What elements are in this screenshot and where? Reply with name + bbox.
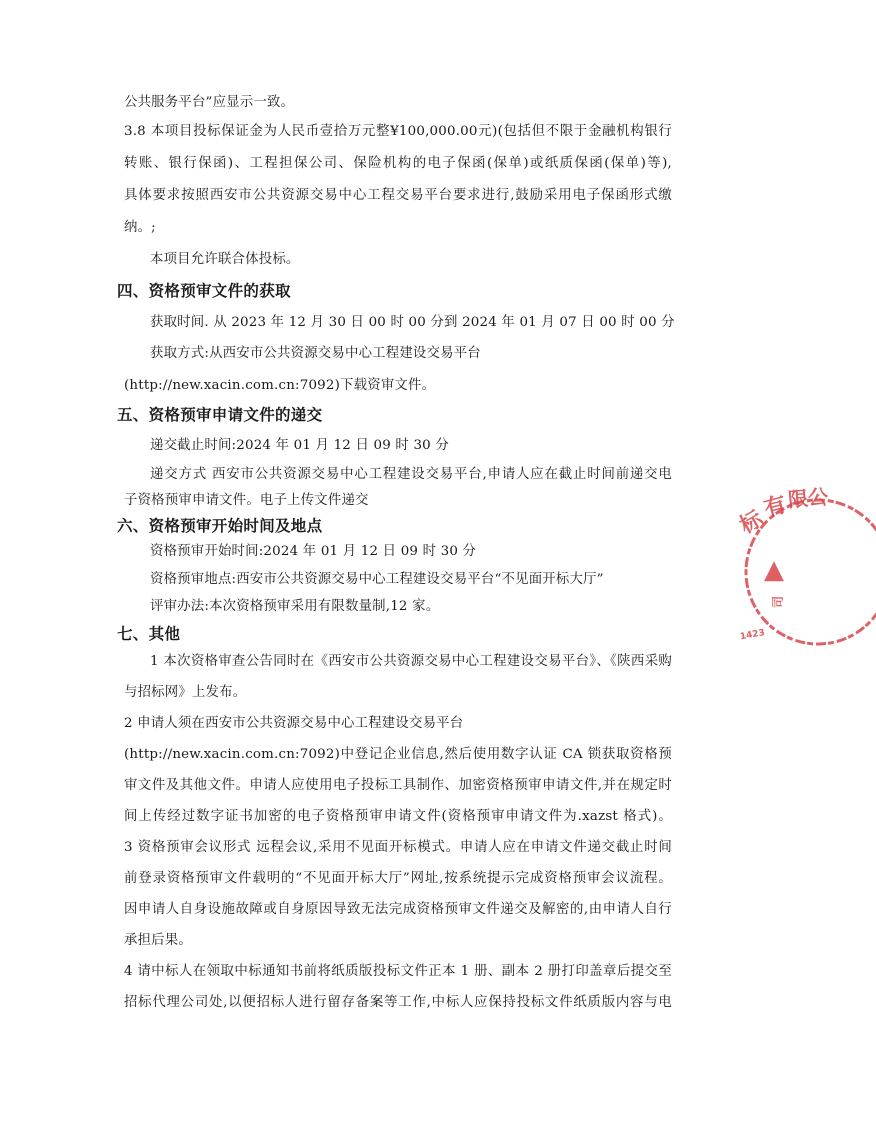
paragraph-line: 纳。; (124, 220, 156, 235)
paragraph-line: 因申请人自身设施故障或自身原因导致无法完成资格预审文件递交及解密的,由申请人自行 (124, 902, 672, 917)
paragraph-line: 3 资格预审会议形式 远程会议,采用不见面开标模式。申请人应在申请文件递交截止时间 (124, 840, 672, 855)
section-heading-7: 七、其他 (117, 625, 181, 643)
section-heading-6: 六、资格预审开始时间及地点 (117, 517, 323, 535)
paragraph-line: 子资格预审申请文件。电子上传文件递交 (124, 493, 369, 508)
seal-number: 1423 (739, 628, 766, 643)
paragraph-line: 4 请中标人在领取中标通知书前将纸质版投标文件正本 1 册、副本 2 册打印盖章后提交至 (124, 964, 672, 979)
paragraph-line: 获取时间. 从 2023 年 12 月 30 日 00 时 00 分到 2024 年 01 月 07 日 00 时 00 分 (150, 315, 675, 330)
section-heading-5: 五、资格预审申请文件的递交 (117, 406, 323, 424)
paragraph-line: 转账、银行保函)、工程担保公司、保险机构的电子保函(保单)或纸质保函(保单)等), (124, 156, 672, 171)
paragraph-line: 公共服务平台”应显示一致。 (124, 95, 295, 110)
paragraph-line: 1 本次资格审查公告同时在《西安市公共资源交易中心工程建设交易平台》、《陕西采购 (150, 654, 672, 669)
paragraph-line: 审文件及其他文件。申请人应使用电子投标工具制作、加密资格预审申请文件,并在规定时 (124, 778, 672, 793)
paragraph-line: 具体要求按照西安市公共资源交易中心工程交易平台要求进行,鼓励采用电子保函形式缴 (124, 188, 672, 203)
paragraph-line: 与招标网》上发布。 (124, 685, 247, 700)
paragraph-line: 前登录资格预审文件载明的“不见面开标大厅”网址,按系统提示完成资格预审会议流程。 (124, 871, 672, 886)
paragraph-line: 评审办法:本次资格预审采用有限数量制,12 家。 (150, 599, 440, 614)
paragraph-line: 本项目允许联合体投标。 (150, 252, 300, 267)
paragraph-line: 递交截止时间:2024 年 01 月 12 日 09 时 30 分 (150, 438, 449, 453)
paragraph-line: 获取方式:从西安市公共资源交易中心工程建设交易平台 (150, 346, 481, 361)
seal-text-char: 司 (771, 595, 785, 608)
section-heading-4: 四、资格预审文件的获取 (117, 282, 291, 300)
seal-text-char: 有 (761, 492, 790, 523)
seal-star-glyph: ▲ (764, 555, 784, 585)
paragraph-line: 资格预审开始时间:2024 年 01 月 12 日 09 时 30 分 (150, 544, 477, 559)
paragraph-line: 递交方式 西安市公共资源交易中心工程建设交易平台,申请人应在截止时间前递交电 (150, 467, 672, 482)
paragraph-line: 3.8 本项目投标保证金为人民币壹拾万元整¥100,000.00元)(包括但不限于金融机构银行 (124, 124, 672, 139)
seal-text-char: 限 (787, 486, 810, 512)
paragraph-line: 2 申请人须在西安市公共资源交易中心工程建设交易平台 (124, 716, 464, 731)
paragraph-line: (http://new.xacin.com.cn:7092)下载资审文件。 (124, 378, 436, 393)
paragraph-line: 间上传经过数字证书加密的电子资格预审申请文件(资格预审申请文件为.xazst 格式)。 (124, 809, 672, 824)
paragraph-line: 招标代理公司处,以便招标人进行留存备案等工作,中标人应保持投标文件纸质版内容与电 (124, 995, 672, 1010)
seal-text-char: 标 (735, 506, 768, 540)
paragraph-line: (http://new.xacin.com.cn:7092)中登记企业信息,然后使用数字认证 CA 锁获取资格预 (124, 747, 672, 762)
paragraph-line: 资格预审地点:西安市公共资源交易中心工程建设交易平台“不见面开标大厅” (150, 572, 604, 587)
paragraph-line: 承担后果。 (124, 933, 192, 948)
seal-text-char: 公 (808, 485, 828, 509)
